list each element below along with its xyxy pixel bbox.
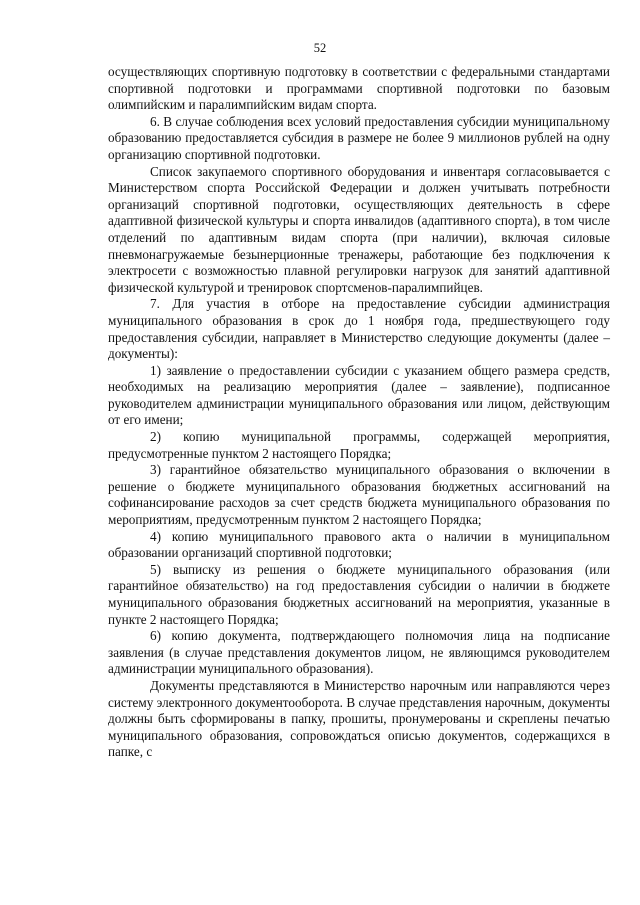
list-item-4: 4) копию муниципального правового акта о наличии в муниципальном образовании организаций спортивной подготовки; — [108, 528, 610, 561]
paragraph-documents-submission: Документы представляются в Министерство нарочным или направляются через систему электронного документооборота. В случае представления нарочным, документы должны быть сформированы в папку, прошиты, пронумерованы и скреплены печатью муниципального образования, сопровождаться описью документов, содержащихся в папке, с — [108, 677, 610, 760]
list-item-1: 1) заявление о предоставлении субсидии с указанием общего размера средств, необходимых на реализацию мероприятия (далее – заявление), подписанное руководителем администрации муниципального образования или лицом, действующим от его имени; — [108, 362, 610, 428]
list-item-6: 6) копию документа, подтверждающего полномочия лица на подписание заявления (в случае представления документов лицом, не являющимся руководителем администрации муниципального образования). — [108, 628, 610, 677]
list-item-2: 2) копию муниципальной программы, содержащей мероприятия, предусмотренные пунктом 2 настоящего Порядка; — [108, 429, 610, 461]
list-item-3: 3) гарантийное обязательство муниципального образования о включении в решение о бюджете муниципального образования бюджетных ассигнований на софинансирование расходов за счет средств бюджета муниципального образования по мероприятиям, предусмотренным пунктом 2 настоящего Порядка; — [108, 462, 610, 528]
paragraph-continuation: осуществляющих спортивную подготовку в соответствии с федеральными стандартами спортивной подготовки и программами спортивной подготовки по базовым олимпийским и паралимпийским видам спорта. — [108, 64, 610, 113]
paragraph-equipment-list: Список закупаемого спортивного оборудования и инвентаря согласовывается с Министерством спорта Российской Федерации и должен учитывать потребности организаций спортивной подготовки, осуществляющих деятельность в сфере адаптивной физической культуры и спорта инвалидов (адаптивного спорта), в том числе отделений по адаптивным видам спорта (при наличии), включая силовые пневмонагружаемые безынерционные тренажеры, работающие без подключения к электросети с возможностью плавной регулировки нагрузок для занятий адаптивной физической культурой и тренировок спортсменов-паралимпийцев. — [108, 163, 610, 295]
page-number: 52 — [313, 41, 327, 55]
paragraph-item-7: 7. Для участия в отборе на предоставление субсидии администрация муниципального образования в срок до 1 ноября года, предшествующего году предоставления субсидии, направляет в Министерство следующие документы (далее – документы): — [108, 296, 610, 362]
paragraph-item-6: 6. В случае соблюдения всех условий предоставления субсидии муниципальному образованию предоставляется субсидия в размере не более 9 миллионов рублей на одну организацию спортивной подготовки. — [108, 113, 610, 162]
list-item-5: 5) выписку из решения о бюджете муниципального образования (или гарантийное обязательство) на год предоставления субсидии о наличии в бюджете муниципального образования бюджетных ассигнований на мероприятия, указанные в пункте 2 настоящего Порядка; — [108, 561, 610, 627]
document-body — [108, 64, 610, 761]
